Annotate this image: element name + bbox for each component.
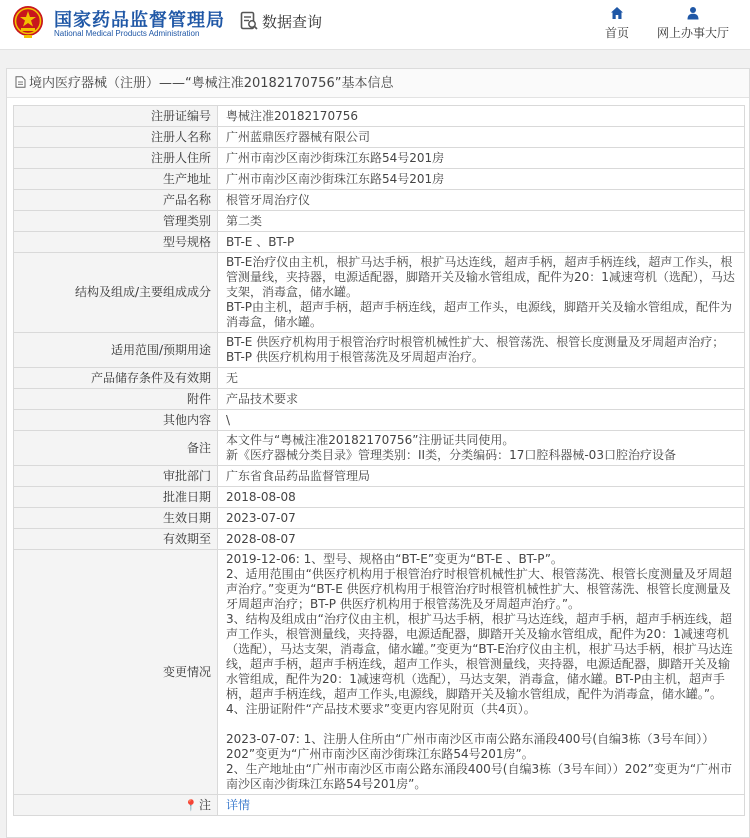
row-label: 其他内容 [14,410,218,431]
row-label: 注册证编号 [14,106,218,127]
table-row [14,106,745,127]
row-value: 2028-08-07 [218,529,745,550]
row-label: 注册人名称 [14,127,218,148]
row-value: 2023-07-07 [218,508,745,529]
row-value: 无 [218,368,745,389]
row-value: 广州市南沙区南沙街珠江东路54号201房 [218,148,745,169]
row-value: \ [218,410,745,431]
brand-subtitle: National Medical Products Administration [54,29,200,38]
row-value: 本文件与“粤械注准20182170756”注册证共同使用。 新《医疗器械分类目录》管理类别：II类，分类编码：17口腔科器械-03口腔治疗设备 [218,431,745,466]
row-label: 结构及组成/主要组成成分 [14,253,218,333]
row-label: 备注 [14,431,218,466]
row-label: 生效日期 [14,508,218,529]
row-label: 型号规格 [14,232,218,253]
table-row [14,487,745,508]
row-label: 产品储存条件及有效期 [14,368,218,389]
panel-title [7,69,749,98]
nav-home[interactable] [594,6,640,41]
document-search-icon [240,11,258,31]
user-icon [686,6,700,20]
row-value: 广州市南沙区南沙街珠江东路54号201房 [218,169,745,190]
row-label: 有效期至 [14,529,218,550]
nav-home-label: 首页 [604,26,629,40]
location-pin-icon: 📍 [184,798,198,812]
details-link[interactable]: 详情 [226,797,251,812]
row-label: 适用范围/预期用途 [14,333,218,368]
table-row [14,127,745,148]
row-label: 附件 [14,389,218,410]
row-value: 第二类 [218,211,745,232]
table-row [14,795,745,816]
table-row [14,169,745,190]
table-row [14,368,745,389]
row-label: 生产地址 [14,169,218,190]
table-row [14,550,745,795]
table-row [14,466,745,487]
table-row [14,389,745,410]
panel-title-text: 境内医疗器械（注册）——“粤械注准20182170756”基本信息 [29,76,394,91]
row-label: 审批部门 [14,466,218,487]
data-query-button[interactable] [240,9,322,33]
home-icon [610,6,624,20]
table-row [14,410,745,431]
row-value: BT-E治疗仪由主机，根扩马达手柄，根扩马达连线，超声手柄，超声手柄连线，超声工作头，根管测量线，夹持器，电源适配器，脚踏开关及输水管组成，配件为20：1减速弯机（选配），马达支架，消毒盒，储水罐。 BT-P由主机，超声手柄，超声手柄连线，超声工作头，电源线，脚踏开关及输水管组成，配件为消毒盒，储水罐。 [218,253,745,333]
note-value [218,795,745,816]
table-row [14,529,745,550]
detail-panel [6,68,750,838]
table-row [14,508,745,529]
row-label: 注册人住所 [14,148,218,169]
table-row [14,333,745,368]
nav-online-office-label: 网上办事大厅 [656,26,729,40]
row-label: 管理类别 [14,211,218,232]
table-row [14,431,745,466]
table-row [14,148,745,169]
note-label [14,795,218,816]
site-header [0,0,750,50]
row-value: 广州蓝鼎医疗器械有限公司 [218,127,745,148]
detail-table [13,105,745,816]
table-row [14,253,745,333]
row-label: 产品名称 [14,190,218,211]
row-value: 广东省食品药品监督管理局 [218,466,745,487]
table-row [14,190,745,211]
row-value: 产品技术要求 [218,389,745,410]
row-label: 变更情况 [14,550,218,795]
row-value: 2019-12-06: 1、型号、规格由“BT-E”变更为“BT-E 、BT-P”。 2、适用范围由“供医疗机构用于根管治疗时根管机械性扩大、根管荡洗、根管长度测量及牙周超声治疗。”变更为“BT-E 供医疗机构用于根管治疗时根管机械性扩大、根管荡洗、根管长度测量及牙周超声治疗；BT-P 供医疗机构用于根管荡洗及牙周超声治疗。”。 3、结构及组成由“治疗仪由主机，根扩马达手柄，根扩马达连线，超声手柄，超声手柄连线，超声工作头，根管测量线，夹持器，电源适配器，脚踏开关及输水管组成，配件为20：1减速弯机（选配），马达支架，消毒盒，储水罐。”变更为“BT-E治疗仪由主机，根扩马达手柄，根扩马达连线，超声手柄，超声手柄连线，超声工作头，根管测量线，夹持器，电源适配器，脚踏开关及输水管组成，配件为20：1减速弯机（选配），马达支架，消毒盒，储水罐。BT-P由主机，超声手柄，超声手柄连线，超声工作头,电源线，脚踏开关及输水管组成，配件为消毒盒，储水罐。”。 4、注册证附件“产品技术要求”变更内容见附页（共4页）。 2023-07-07: 1、注册人住所由“广州市南沙区市南公路东涌段400号(自编3栋（3号车间））202”变更为“广州市南沙区南沙街珠江东路54号201房”。 2、生产地址由“广州市南沙区市南公路东涌段400号(自编3栋（3号车间））202”变更为“广州市南沙区南沙街珠江东路54号201房”。 [218,550,745,795]
table-row [14,211,745,232]
row-value: BT-E 供医疗机构用于根管治疗时根管机械性扩大、根管荡洗、根管长度测量及牙周超声治疗； BT-P 供医疗机构用于根管荡洗及牙周超声治疗。 [218,333,745,368]
row-value: 粤械注准20182170756 [218,106,745,127]
data-query-label: 数据查询 [262,12,323,31]
document-icon [15,76,26,88]
row-value: 2018-08-08 [218,487,745,508]
nav-online-office[interactable] [650,6,736,41]
row-value: 根管牙周治疗仪 [218,190,745,211]
note-label-text: 注 [198,797,211,812]
table-row [14,232,745,253]
brand-title: 国家药品监督管理局 [54,10,225,31]
row-label: 批准日期 [14,487,218,508]
row-value: BT-E 、BT-P [218,232,745,253]
national-emblem-icon [12,5,44,39]
